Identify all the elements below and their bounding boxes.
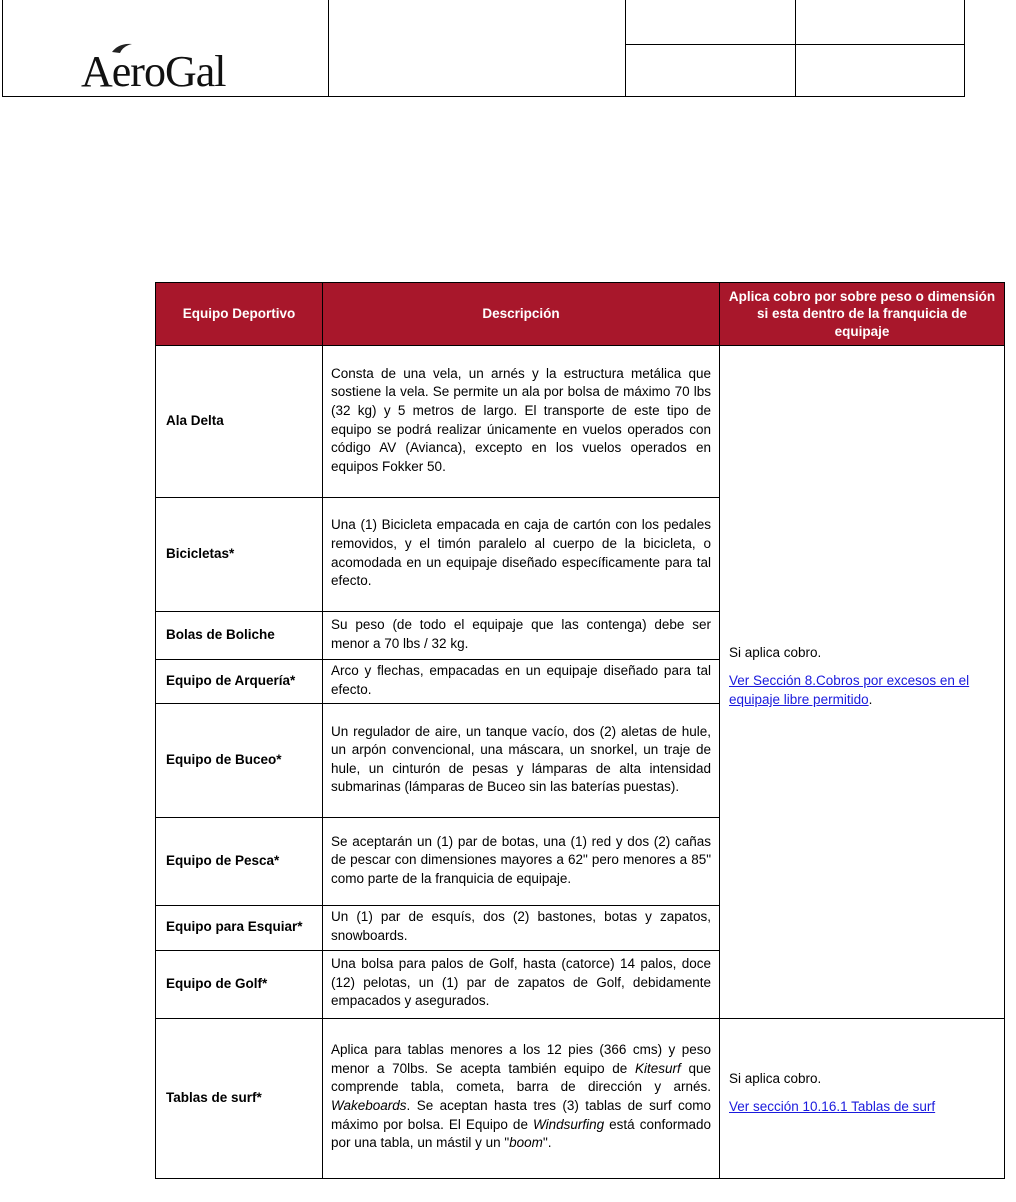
- aerogal-logo: [81, 47, 226, 96]
- description-text: Aplica para tablas menores a los 12 pies (366 cms) y peso menor a 70lbs. Se acepta también equipo de: [331, 1042, 711, 1076]
- charge-text: Si aplica cobro.: [729, 645, 822, 661]
- table-row: [156, 1018, 1005, 1178]
- equipment-description: Un (1) par de esquís, dos (2) bastones, botas y zapatos, snowboards.: [323, 906, 720, 950]
- equipment-name: Bicicletas*: [156, 498, 323, 612]
- equipment-name: Ala Delta: [156, 346, 323, 498]
- italic-term: Windsurfing: [532, 1116, 605, 1132]
- column-header: Descripción: [323, 283, 720, 346]
- equipment-name: Equipo de Arquería*: [156, 660, 323, 704]
- equipment-name: Equipo de Pesca*: [156, 818, 323, 906]
- section-10-16-1-link[interactable]: Ver sección 10.16.1 Tablas de surf: [729, 1099, 936, 1114]
- header-divider: [625, 44, 964, 45]
- equipment-name: Bolas de Boliche: [156, 612, 323, 660]
- equipment-description: Su peso (de todo el equipaje que las contenga) debe ser menor a 70 lbs / 32 kg.: [323, 612, 720, 660]
- table-row: [156, 346, 1005, 498]
- equipment-description: Una bolsa para palos de Golf, hasta (catorce) 14 palos, doce (12) pelotas, un (1) par de zapatos de Golf, debidamente empacados y asegurados.: [323, 950, 720, 1018]
- description-text: ".: [542, 1135, 552, 1151]
- charge-reference: [729, 672, 995, 710]
- column-header: Aplica cobro por sobre peso o dimensión si esta dentro de la franquicia de equipaje: [720, 283, 1005, 346]
- charge-text: Si aplica cobro.: [729, 1071, 822, 1087]
- equipment-name: Equipo para Esquiar*: [156, 906, 323, 950]
- logo-text: AeroGal: [81, 47, 226, 96]
- equipment-description: Una (1) Bicicleta empacada en caja de cartón con los pedales removidos, y el timón paralelo al cuerpo de la bicicleta, o acomodada en un equipaje diseñado específicamente para tal efecto.: [323, 498, 720, 612]
- header-divider: [625, 0, 626, 96]
- charge-reference: [729, 1098, 995, 1117]
- equipment-name: Equipo de Buceo*: [156, 704, 323, 818]
- sports-equipment-table: [155, 282, 1005, 1179]
- italic-term: boom: [509, 1135, 543, 1151]
- description-text: . Se aceptan hasta tres (3) tablas de surf como máximo por bolsa. El Equipo de: [331, 1098, 711, 1132]
- equipment-name: Tablas de surf*: [156, 1018, 323, 1178]
- charge-cell: [720, 1018, 1005, 1178]
- link-suffix: .: [868, 692, 873, 708]
- italic-term: Wakeboards: [331, 1098, 407, 1113]
- column-header: Equipo Deportivo: [156, 283, 323, 346]
- equipment-description: Se aceptarán un (1) par de botas, una (1) red y dos (2) cañas de pescar con dimensiones mayores a 62" pero menores a 85" como parte de la franquicia de equipaje.: [323, 818, 720, 906]
- equipment-description: Consta de una vela, un arnés y la estructura metálica que sostiene la vela. Se permite un ala por bolsa de máximo 70 lbs (32 kg) y 5 metros de largo. El transporte de este tipo de equipo se podrá realizar únicamente en vuelos operados con código AV (Avianca), excepto en los vuelos operados en equipos Fokker 50.: [323, 346, 720, 498]
- table-header-row: [156, 283, 1005, 346]
- equipment-description: Un regulador de aire, un tanque vacío, dos (2) aletas de hule, un arpón convencional, una máscara, un snorkel, un traje de hule, un cinturón de pesas y lámparas de alta intensidad submarinas (lámparas de Buceo sin las baterías puestas).: [323, 704, 720, 818]
- description-text: que comprende tabla, cometa, barra de dirección y arnés.: [331, 1060, 712, 1095]
- italic-term: Kitesurf: [635, 1060, 681, 1076]
- equipment-description: Arco y flechas, empacadas en un equipaje diseñado para tal efecto.: [323, 660, 720, 704]
- header-divider: [795, 0, 796, 96]
- description-text: está conformado por una tabla, un mástil y un ": [331, 1116, 712, 1151]
- charge-cell: [720, 346, 1005, 1019]
- section-8-link[interactable]: Ver Sección 8.Cobros por excesos en el equipaje libre permitido: [729, 673, 970, 708]
- equipment-name: Equipo de Golf*: [156, 950, 323, 1018]
- header-divider: [328, 0, 329, 96]
- equipment-description: [323, 1018, 720, 1178]
- document-header: [2, 0, 965, 97]
- bird-icon: [111, 42, 133, 54]
